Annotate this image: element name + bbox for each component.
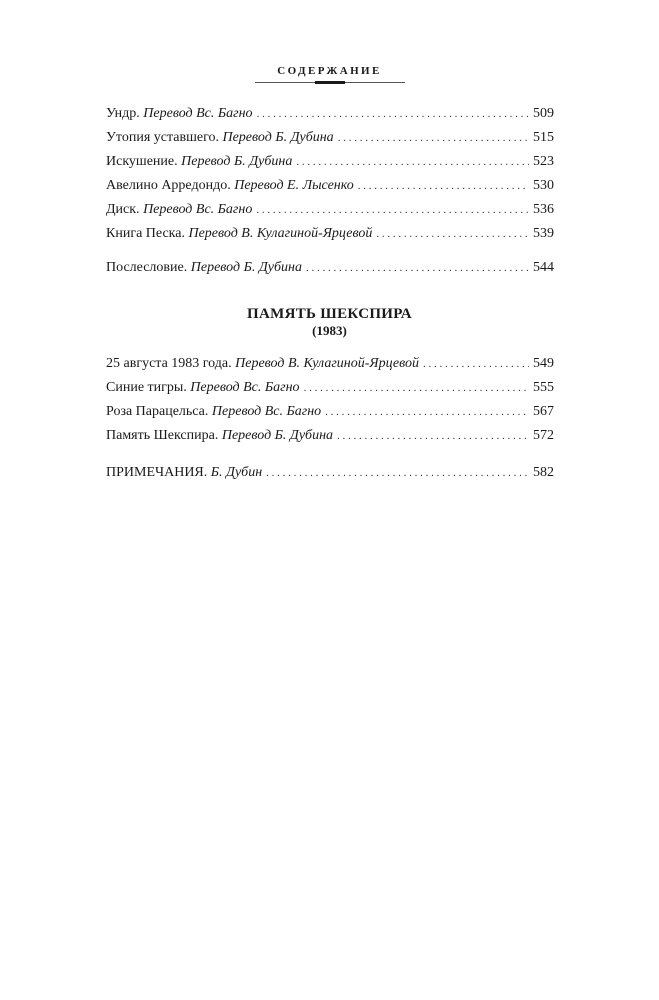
entry-title: Роза Парацельса. [106,404,209,419]
dot-leader [266,461,529,485]
entry-page-number: 509 [533,106,554,121]
entry-title: Искушение. [106,154,178,169]
dot-leader [376,222,529,246]
dot-leader [306,256,529,280]
entry-translator: Б. Дубин [210,465,263,480]
dot-leader [325,400,529,424]
entry-title: Синие тигры. [106,380,187,395]
entry-translator: Перевод Вс. Багно [143,202,253,217]
dot-leader [296,150,529,174]
toc-entry-afterword[interactable] [106,256,554,280]
entry-page-number: 567 [533,404,554,419]
entry-page-number: 572 [533,428,554,443]
section-heading [0,305,659,339]
toc-entry[interactable] [106,400,554,424]
toc-entry[interactable] [106,376,554,400]
entry-page-number: 549 [533,356,554,371]
entry-translator: Перевод Б. Дубина [222,130,334,145]
entry-translator: Перевод Б. Дубина [221,428,334,443]
entry-title: Диск. [106,202,140,217]
toc-entry[interactable] [106,352,554,376]
entry-title: Утопия уставшего. [106,130,219,145]
entry-title: 25 августа 1983 года. [106,356,232,371]
entry-page-number: 515 [533,130,554,145]
toc-entry[interactable] [106,174,554,198]
entry-translator: Перевод Вс. Багно [143,106,253,121]
toc-group-afterword [106,256,554,280]
toc-entry[interactable] [106,126,554,150]
dot-leader [304,376,529,400]
section-title: ПАМЯТЬ ШЕКСПИРА [247,306,412,322]
entry-translator: Перевод Вс. Багно [211,404,322,419]
dot-leader [257,102,529,126]
dot-leader [338,126,529,150]
entry-title: Послесловие. [106,260,188,275]
entry-title: Авелино Арредондо. [106,178,231,193]
toc-group-stories [106,102,554,246]
toc-entry[interactable] [106,102,554,126]
entry-translator: Перевод В. Кулагиной-Ярцевой [235,356,420,371]
entry-title: Книга Песка. [106,226,185,241]
dot-leader [337,424,529,448]
entry-page-number: 523 [533,154,554,169]
section-year: (1983) [312,323,347,338]
running-head [0,65,659,83]
entry-title: Ундр. [106,106,140,121]
dot-leader [358,174,529,198]
toc-group-shakespeare [106,352,554,448]
entry-page-number: 539 [533,226,554,241]
dot-leader [423,352,529,376]
toc-entry-notes[interactable] [106,461,554,485]
toc-entry[interactable] [106,150,554,174]
entry-translator: Перевод Вс. Багно [190,380,300,395]
entry-translator: Перевод Б. Дубина [190,260,302,275]
entry-translator: Перевод Е. Лысенко [234,178,354,193]
entry-title: Память Шекспира. [106,428,219,443]
entry-page-number: 582 [533,465,554,480]
toc-group-notes [106,461,554,485]
toc-entry[interactable] [106,222,554,246]
entry-page-number: 536 [533,202,554,217]
entry-translator: Перевод В. Кулагиной-Ярцевой [188,226,373,241]
entry-page-number: 555 [533,380,554,395]
toc-entry[interactable] [106,424,554,448]
entry-page-number: 530 [533,178,554,193]
dot-leader [256,198,529,222]
entry-translator: Перевод Б. Дубина [181,154,293,169]
running-head-title: СОДЕРЖАНИЕ [277,65,382,77]
running-head-rule [255,82,405,83]
entry-title: ПРИМЕЧАНИЯ. [106,465,208,480]
toc-entry[interactable] [106,198,554,222]
entry-page-number: 544 [533,260,554,275]
